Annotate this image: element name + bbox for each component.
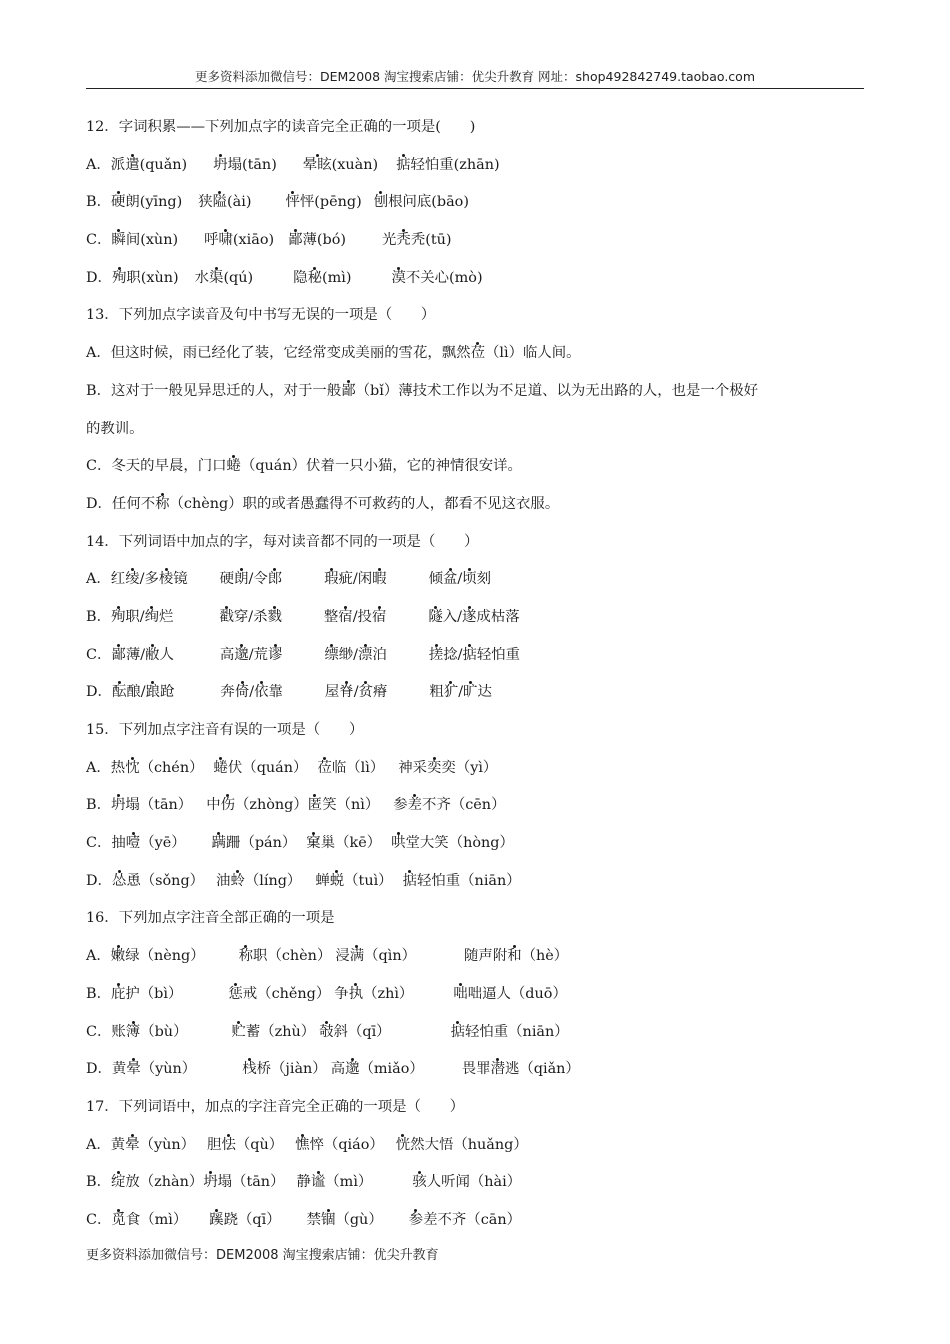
text-segment: （lì）临人间。 [484, 345, 581, 362]
text-line [86, 900, 866, 938]
dotted-char: 哄 [391, 825, 405, 863]
text-segment: D．任何不 [86, 495, 156, 512]
text-segment: B． [86, 1174, 111, 1191]
dotted-char: 贮 [231, 1014, 245, 1052]
dotted-char: 谧 [311, 1164, 325, 1202]
dotted-char: 掂 [403, 863, 417, 901]
dotted-char: 潜 [491, 1051, 505, 1089]
text-segment: 高 [330, 1061, 346, 1078]
dotted-char: 遣 [125, 147, 139, 185]
dotted-char: 旷 [463, 674, 477, 712]
text-segment: 的教训。 [86, 420, 144, 437]
text-line [86, 637, 866, 675]
text-segment: 14．下列词语中加点的字，每对读音都不同的一项是（ ） [86, 533, 479, 550]
text-segment: 不齐（cēn） [422, 797, 506, 814]
dotted-char: 硬 [111, 184, 125, 222]
text-line [86, 674, 866, 712]
text-segment: B． [86, 797, 111, 814]
text-line [86, 335, 866, 373]
dotted-char: 憔 [295, 1127, 309, 1165]
text-segment: (qú) [223, 269, 254, 286]
text-segment: 15．下列加点字注音有误的一项是（ ） [86, 722, 364, 738]
text-line [86, 712, 866, 750]
dotted-char: 称 [155, 486, 169, 524]
dotted-char: 庇 [111, 976, 125, 1014]
dotted-char: 蜷 [227, 448, 241, 486]
text-segment: 职(xùn) [126, 269, 179, 286]
text-segment: 职（chèn） [253, 948, 332, 965]
text-line [86, 411, 866, 449]
text-segment: （mì） [325, 1174, 373, 1191]
dotted-char: 脊 [339, 674, 353, 712]
text-segment: (quǎn) [139, 156, 188, 173]
dotted-char: 莅 [317, 750, 331, 788]
page-footer: 更多资料添加微信号：DEM2008 淘宝搜索店铺：优尖升教育 [86, 1248, 439, 1263]
dotted-char: 掂 [451, 1014, 465, 1052]
text-segment: 放（zhàn） [125, 1174, 204, 1191]
dotted-char: 锢 [321, 1202, 335, 1240]
text-segment: 不关心(mò) [405, 269, 483, 286]
text-segment: 镜 [173, 571, 188, 588]
dotted-char: 棱 [159, 561, 173, 599]
text-segment: 随声附 [464, 948, 508, 965]
text-segment: /投 [352, 608, 372, 625]
text-segment: 静 [296, 1174, 311, 1191]
dotted-char: 莅 [471, 335, 485, 373]
text-segment: 塌（tān） [125, 797, 193, 814]
text-segment: （hè） [521, 948, 569, 965]
text-segment: B． [86, 985, 111, 1002]
text-segment: 秃(tū) [410, 232, 452, 249]
text-segment: 隐 [293, 269, 308, 286]
dotted-char: 贫 [359, 674, 373, 712]
text-line [86, 599, 866, 637]
dotted-char: 晕 [125, 1127, 139, 1165]
text-segment: （quán）伏着一只小猫，它的神情很安详。 [240, 458, 522, 475]
text-segment: （zhì） [363, 985, 414, 1002]
dotted-char: 满 [350, 938, 364, 976]
text-segment: 高 [219, 646, 235, 663]
question-content [86, 109, 866, 1240]
dotted-char: 刨 [374, 184, 388, 222]
dotted-char: 犷 [444, 674, 458, 712]
dotted-char: 遂 [462, 599, 476, 637]
text-segment: 间(xùn) [125, 232, 179, 249]
dotted-char: 执 [349, 976, 363, 1014]
text-segment: 13．下列加点字读音及句中书写无误的一项是（ ） [86, 307, 436, 324]
text-segment: 油 [216, 872, 231, 889]
dotted-char: 蛉 [230, 863, 244, 901]
text-segment: 12．字词积累——下列加点字的读音完全正确的一项是( ) [86, 119, 476, 135]
dotted-char: 栈 [242, 1051, 256, 1089]
text-segment: B．这对于一般见异思迁的人，对于一般 [86, 382, 342, 399]
text-segment: 穿/杀 [233, 608, 268, 625]
text-segment: 悴（qiáo） [309, 1136, 384, 1153]
text-segment: 16．下列加点字注音全部正确的一项是 [86, 910, 335, 927]
text-segment: 桥（jiàn） [256, 1061, 327, 1078]
dotted-char: 差 [408, 787, 422, 825]
text-segment: A．但这时候，雨已经化了装，它经常变成美丽的雪花，飘然 [86, 345, 471, 362]
dotted-char: 坍 [213, 147, 227, 185]
text-segment: C．账 [86, 1023, 126, 1040]
text-segment: 食（mì） [125, 1211, 188, 1228]
dotted-char: 鄙 [341, 373, 355, 411]
text-line [86, 1014, 866, 1052]
text-segment: 酿/ [126, 684, 146, 701]
dotted-char: 依 [254, 674, 268, 712]
dotted-char: 称 [239, 938, 253, 976]
text-line [86, 863, 866, 901]
dotted-char: 匿 [308, 787, 322, 825]
dotted-char: 搓 [429, 637, 443, 675]
text-segment: D． [86, 269, 112, 286]
dotted-char: 敝 [145, 637, 159, 675]
text-segment: 泊 [372, 646, 387, 663]
text-segment: 塌（tān） [217, 1174, 285, 1191]
dotted-char: 奕 [427, 750, 441, 788]
dotted-char: 蜷 [214, 750, 228, 788]
dotted-char: 秃 [396, 222, 410, 260]
dotted-char: 怯 [221, 1127, 235, 1165]
dotted-char: 窠 [306, 825, 320, 863]
text-segment: B． [86, 608, 111, 625]
text-segment: 光 [382, 232, 397, 249]
text-segment: / [249, 684, 255, 701]
dotted-char: 蹒 [212, 825, 226, 863]
text-line [86, 109, 866, 147]
dotted-char: 绫 [125, 561, 139, 599]
text-segment: （yùn） [140, 1061, 197, 1078]
text-segment: 烂 [159, 608, 174, 625]
text-line [86, 976, 866, 1014]
text-segment: 临（lì） [331, 759, 385, 776]
dotted-char: 郎 [268, 561, 282, 599]
text-segment: 恿（sǒng） [126, 872, 205, 889]
text-line [86, 1202, 866, 1240]
text-segment: 靠 [268, 684, 283, 701]
text-segment: 疵/闲 [338, 571, 373, 588]
text-segment: 轻怕重(zhān) [410, 156, 500, 173]
text-segment: （tuì） [344, 872, 393, 889]
text-segment: 17．下列词语中，加点的字注音完全正确的一项是（ ） [86, 1098, 465, 1115]
text-segment: C．抽 [86, 835, 126, 852]
text-segment: 蓄（zhù） [245, 1023, 316, 1040]
text-segment: A．热 [86, 759, 126, 776]
dotted-char: 缥 [324, 637, 338, 675]
dotted-char: 噎 [126, 825, 140, 863]
text-segment: 怦(pēng) [299, 194, 362, 211]
text-segment: 硬 [219, 571, 235, 588]
text-segment: 轻怕重（niān） [464, 1023, 569, 1040]
text-segment: 差不齐（cān） [423, 1211, 521, 1228]
dotted-char: 绽 [111, 1164, 125, 1202]
dotted-char: 簿 [126, 1014, 140, 1052]
text-segment: 跚（pán） [226, 835, 297, 852]
dotted-char: 怂 [112, 863, 126, 901]
text-segment: A．派 [86, 156, 126, 173]
text-segment: 伏（quán） [227, 759, 308, 776]
dotted-char: 恍 [396, 1127, 410, 1165]
text-line [86, 1127, 866, 1165]
text-segment: 禁 [306, 1211, 322, 1228]
dotted-char: 秘 [308, 260, 322, 298]
text-segment: 咄逼人（duō） [467, 985, 567, 1002]
text-segment: 职/ [125, 608, 145, 625]
dotted-char: 邈 [345, 1051, 359, 1089]
dotted-char: 踉 [146, 674, 160, 712]
dotted-char: 掂 [396, 147, 410, 185]
text-segment: /多 [139, 571, 159, 588]
text-line [86, 297, 866, 335]
dotted-char: 觅 [111, 1202, 125, 1240]
dotted-char: 坍 [111, 787, 125, 825]
text-segment: （líng） [244, 872, 302, 889]
text-segment: 然大悟（huǎng） [410, 1136, 528, 1153]
text-segment: D． [86, 684, 112, 701]
text-segment: 屋 [324, 684, 340, 701]
text-segment: 巢（kē） [320, 835, 382, 852]
text-segment: （yùn） [139, 1136, 196, 1153]
dotted-char: 掂 [462, 637, 476, 675]
text-segment: 瘠 [372, 684, 388, 701]
text-segment: 胆 [207, 1136, 222, 1153]
dotted-char: 谬 [268, 637, 282, 675]
text-segment: 根问底(bāo) [388, 194, 469, 211]
text-segment: 护（bì） [125, 985, 183, 1002]
text-segment: （chèng）职的或者愚蠢得不可救药的人，都看不见这衣服。 [169, 495, 560, 512]
dotted-char: 攲 [319, 1014, 333, 1052]
text-segment: 畏罪 [461, 1061, 491, 1078]
text-line [86, 486, 866, 524]
dotted-char: 殉 [111, 599, 125, 637]
text-line [86, 787, 866, 825]
text-segment: （miǎo） [359, 1061, 424, 1078]
dotted-char: 戮 [267, 599, 281, 637]
dotted-char: 蹊 [209, 1202, 223, 1240]
text-line [86, 260, 866, 298]
text-line [86, 184, 866, 222]
dotted-char: 朗 [234, 561, 248, 599]
text-segment: （zhòng） [235, 797, 308, 814]
text-segment: C． [86, 646, 112, 663]
text-segment: 人听闻（hài） [426, 1174, 522, 1191]
text-line [86, 524, 866, 562]
text-segment: /令 [248, 571, 268, 588]
text-segment: (xuàn) [331, 156, 379, 173]
text-segment: 狭 [198, 194, 213, 211]
text-segment: 水 [194, 269, 210, 286]
text-line [86, 1051, 866, 1089]
text-segment: （qìn） [364, 948, 417, 965]
text-segment: 达 [477, 684, 492, 701]
text-segment: 捻/ [443, 646, 463, 663]
text-segment: 轻怕重（niān） [416, 872, 521, 889]
dotted-char: 鄙 [111, 637, 125, 675]
dotted-char: 坍 [203, 1164, 217, 1202]
dotted-char: 晕 [126, 1051, 140, 1089]
text-segment: (xiāo) [232, 232, 275, 249]
dotted-char: 和 [507, 938, 521, 976]
dotted-char: 酝 [112, 674, 126, 712]
text-segment: 薄/ [125, 646, 146, 663]
text-segment: 成枯落 [476, 608, 520, 625]
text-line [86, 561, 866, 599]
text-segment: （chén） [139, 759, 204, 776]
page-header: 更多资料添加微信号：DEM2008 淘宝搜索店铺：优尖升教育 网址：shop492842749.taobao.com [86, 66, 864, 89]
dotted-char: 晕眩 [303, 147, 332, 185]
dotted-char: 怦 [285, 184, 299, 222]
text-segment: 朗(yīng) [125, 194, 183, 211]
text-segment: 神采 [398, 759, 428, 776]
dotted-char: 宿 [372, 599, 386, 637]
dotted-char: 骇 [412, 1164, 426, 1202]
dotted-char: 漠 [391, 260, 405, 298]
dotted-char: 隘 [213, 184, 227, 222]
text-segment: 奔 [220, 684, 235, 701]
text-segment: 戒（chěng） [242, 985, 331, 1002]
text-segment: 跄 [160, 684, 175, 701]
dotted-char: 顷 [462, 561, 476, 599]
text-line [86, 1089, 866, 1127]
text-segment: (ài) [227, 194, 252, 211]
text-line [86, 373, 866, 411]
dotted-char: 蜕 [330, 863, 344, 901]
dotted-char: 殉 [112, 260, 126, 298]
text-segment: 轻怕重 [476, 646, 521, 663]
text-segment: / [457, 571, 463, 588]
dotted-char: 邈 [234, 637, 248, 675]
text-segment: A．黄 [86, 1136, 126, 1153]
text-segment: C． [86, 232, 112, 249]
text-segment: 塌(tān) [227, 156, 277, 173]
dotted-char: 暇 [372, 561, 386, 599]
dotted-char: 忱 [125, 750, 139, 788]
text-segment: 堂大笑（hòng） [405, 835, 514, 852]
dotted-char: 参 [409, 1202, 423, 1240]
text-segment: (mì) [321, 269, 352, 286]
dotted-char: 盆 [443, 561, 457, 599]
text-segment: 入/ [442, 608, 463, 625]
dotted-char: 瑕 [324, 561, 338, 599]
text-line [86, 147, 866, 185]
dotted-char: 绚 [145, 599, 159, 637]
text-segment: （bǐ）薄技术工作以为不足道、以为无出路的人，也是一个极好 [355, 382, 758, 399]
text-segment: 绿（nèng） [125, 948, 205, 965]
text-segment: （yē） [140, 835, 186, 852]
text-line [86, 448, 866, 486]
dotted-char: 隧 [428, 599, 442, 637]
text-segment: （qù） [235, 1136, 284, 1153]
text-line [86, 222, 866, 260]
text-segment: 中 [206, 797, 221, 814]
text-segment: 呼 [204, 232, 219, 249]
dotted-char: 瞬 [111, 222, 125, 260]
text-segment: /荒 [248, 646, 268, 663]
text-segment: 跷（qī） [223, 1211, 281, 1228]
text-line [86, 938, 866, 976]
text-segment: D． [86, 872, 112, 889]
text-segment: 薄(bó) [302, 232, 347, 249]
dotted-char: 咄 [453, 976, 467, 1014]
text-segment: 笑（nì） [322, 797, 380, 814]
dotted-char: 惩 [228, 976, 242, 1014]
dotted-char: 嫩 [111, 938, 125, 976]
dotted-char: 倚 [235, 674, 249, 712]
text-line [86, 750, 866, 788]
text-segment: A．红 [86, 571, 126, 588]
dotted-char: 伤 [221, 787, 235, 825]
text-segment: 倾 [428, 571, 443, 588]
text-segment: 参 [393, 797, 408, 814]
dotted-char: 漂 [358, 637, 372, 675]
dotted-char: 渠 [209, 260, 223, 298]
text-segment: 争 [334, 985, 349, 1002]
text-segment: 整 [323, 608, 339, 625]
text-segment: 刻 [476, 571, 492, 588]
text-segment: 逃（qiǎn） [504, 1061, 580, 1078]
text-segment: / [458, 684, 464, 701]
text-segment: A． [86, 948, 111, 965]
text-segment: 奕（yì） [441, 759, 498, 776]
text-segment: C． [86, 1211, 112, 1228]
text-segment: D．黄 [86, 1061, 127, 1078]
text-segment: / [353, 684, 359, 701]
text-segment: C．冬天的早晨，门口 [86, 458, 227, 475]
dotted-char: 鄙 [288, 222, 302, 260]
text-line [86, 1164, 866, 1202]
text-segment: 缈/ [338, 646, 358, 663]
text-segment: 浸 [335, 948, 350, 965]
dotted-char: 宿 [338, 599, 352, 637]
text-segment: （gù） [335, 1211, 383, 1228]
text-segment: 蝉 [315, 872, 330, 889]
dotted-char: 戳 [219, 599, 233, 637]
text-line [86, 825, 866, 863]
dotted-char: 啸 [219, 222, 233, 260]
text-segment: 粗 [429, 684, 444, 701]
text-segment: B． [86, 194, 111, 211]
text-segment: 人 [159, 646, 174, 663]
text-segment: （bù） [140, 1023, 188, 1040]
text-segment: 斜（qī） [333, 1023, 391, 1040]
